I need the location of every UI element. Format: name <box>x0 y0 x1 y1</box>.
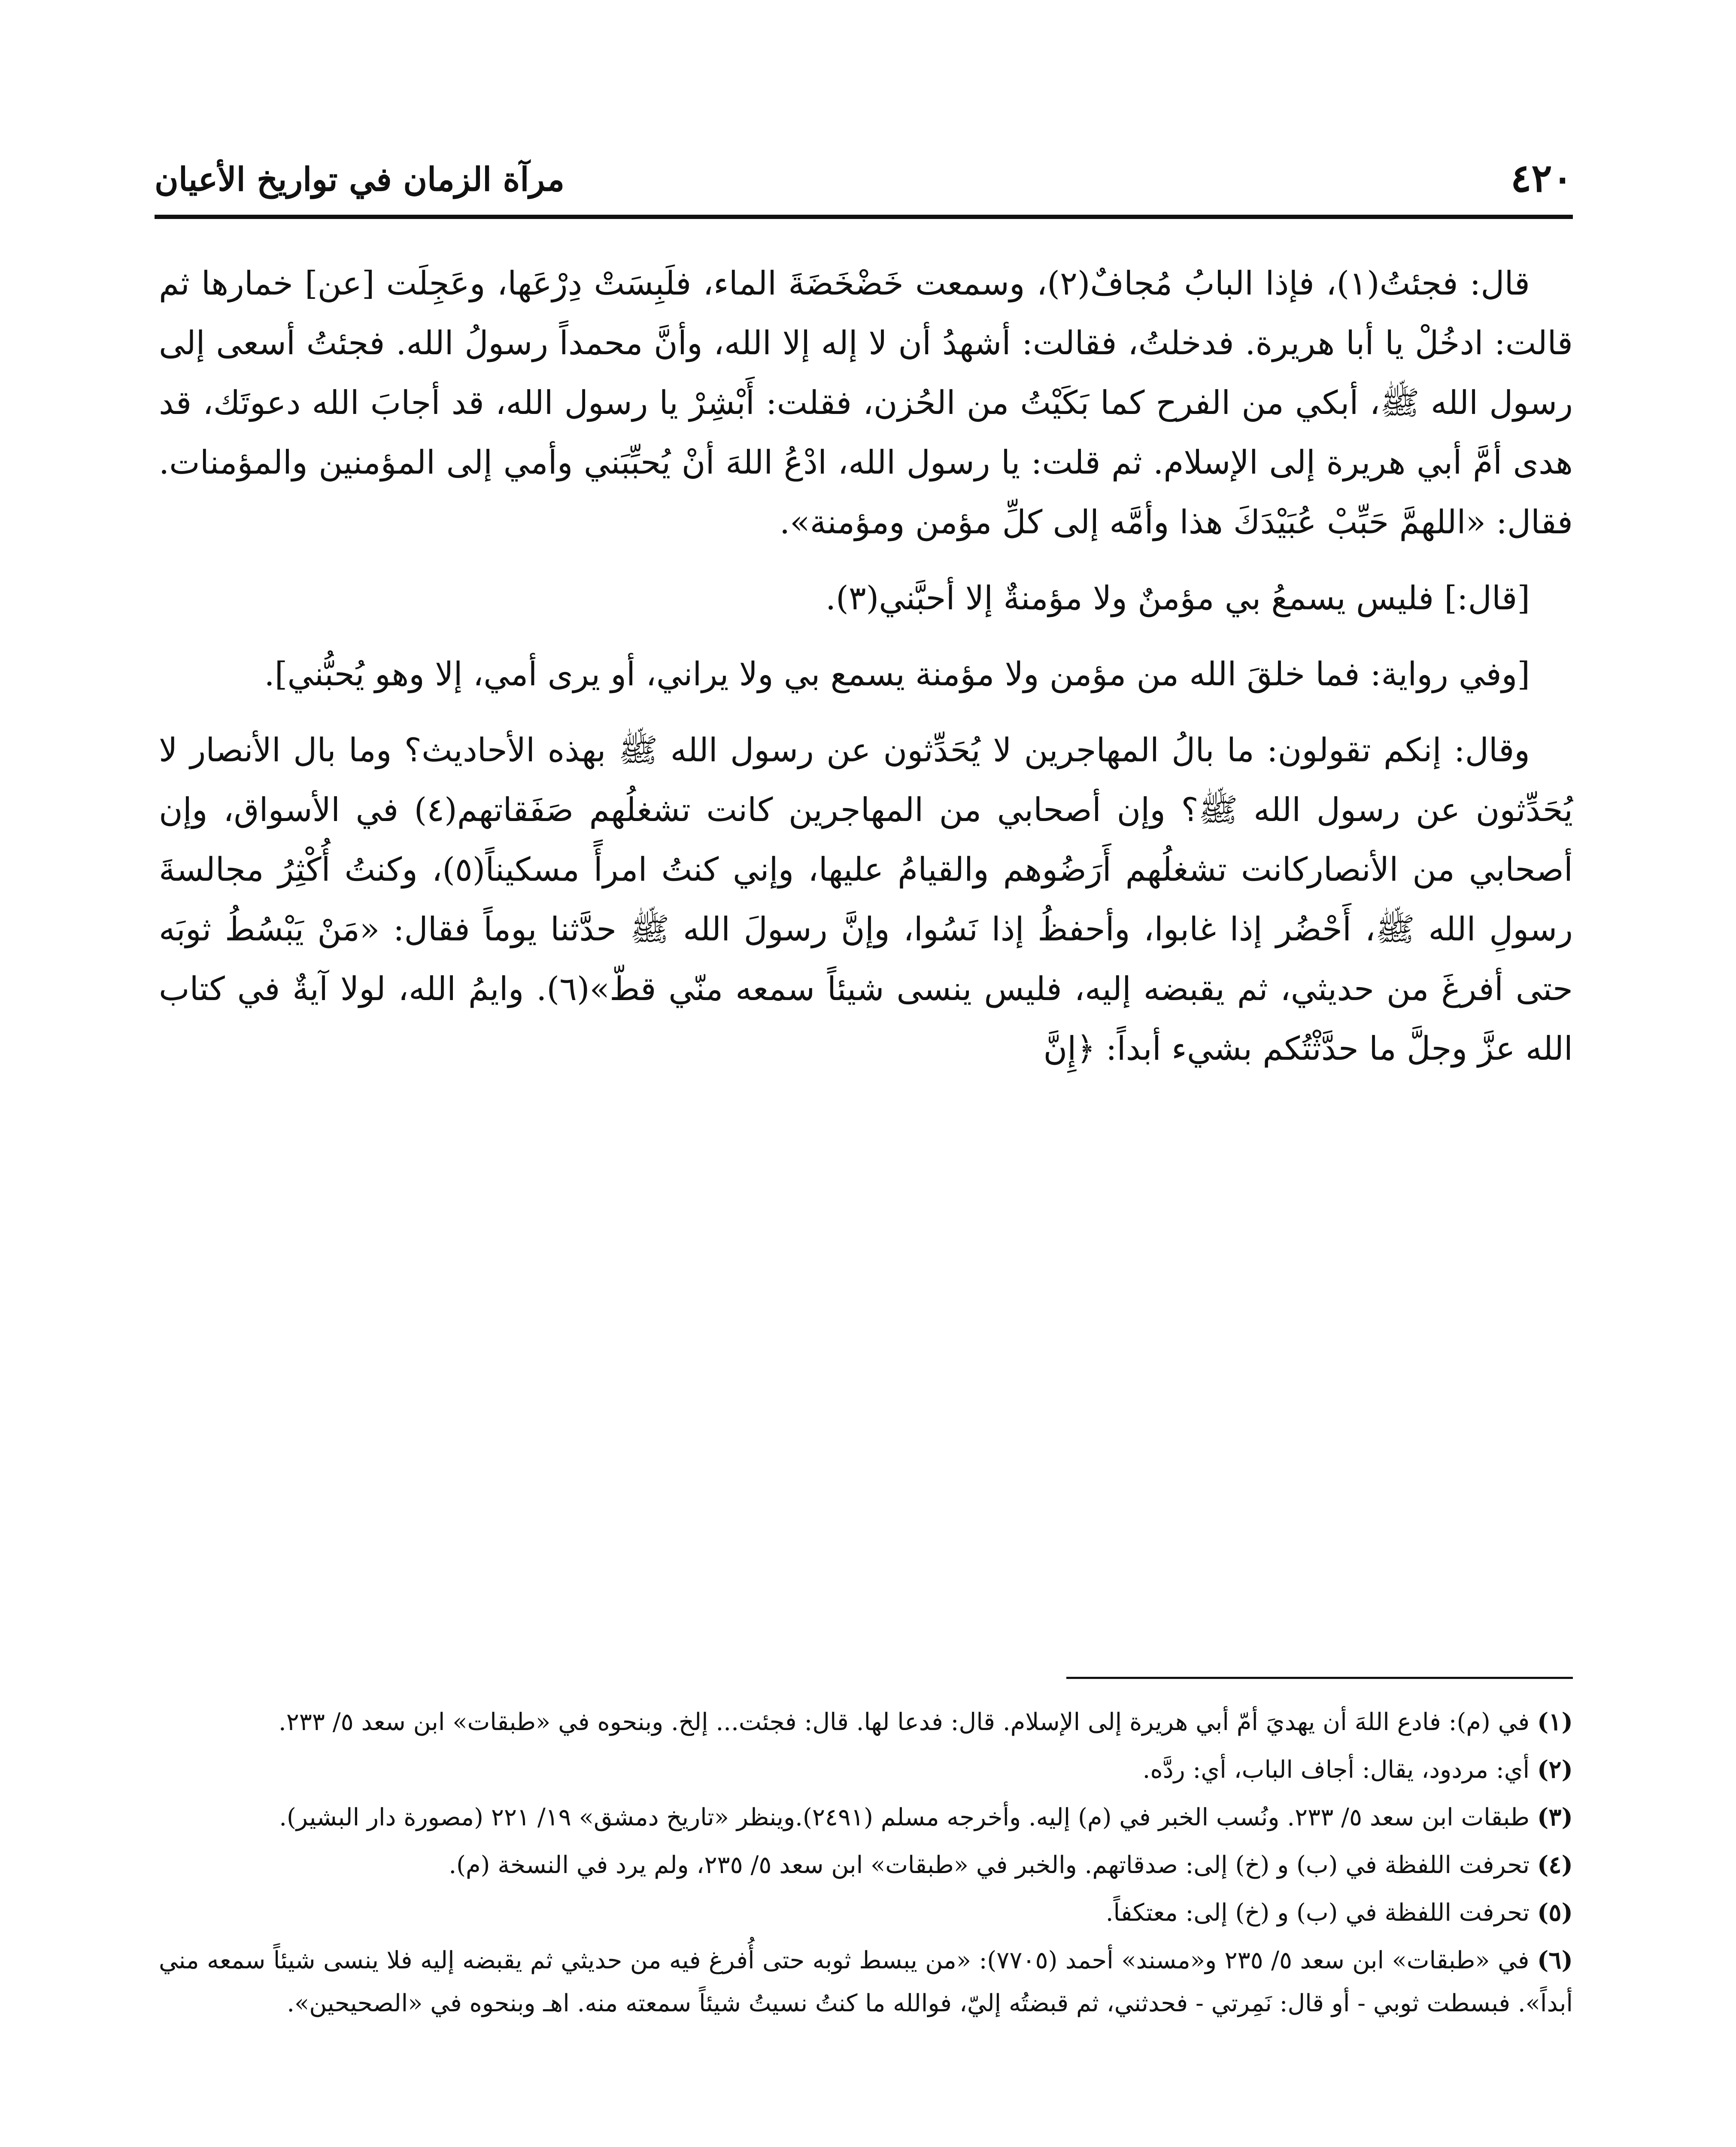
footnote-number: (٣) <box>1537 1803 1573 1831</box>
footnote-text: طبقات ابن سعد ٥/ ٢٣٣. ونُسب الخبر في (م) إليه. وأخرجه مسلم (٢٤٩١).وينظر «تاريخ دمشق» ١٩/ ٢٢١ (مصورة دار البشير). <box>279 1803 1530 1831</box>
footnote-number: (٥) <box>1537 1898 1573 1927</box>
footnote-text: تحرفت اللفظة في (ب) و (خ) إلى: صدقاتهم. والخبر في «طبقات» ابن سعد ٥/ ٢٣٥، ولم يرد في النسخة (م). <box>449 1851 1530 1879</box>
footnote-text: تحرفت اللفظة في (ب) و (خ) إلى: معتكفاً. <box>1105 1899 1530 1927</box>
paragraph: [قال:] فليس يسمعُ بي مؤمنٌ ولا مؤمنةٌ إلا أحبَّني(٣). <box>825 579 1530 617</box>
header-divider <box>155 215 1573 219</box>
footnote-text: أي: مردود، يقال: أجاف الباب، أي: ردَّه. <box>1142 1756 1530 1784</box>
footnote-number: (٤) <box>1537 1851 1573 1879</box>
page-number: ٤٢٠ <box>1510 155 1573 201</box>
footnote <box>159 1796 1573 1839</box>
paragraph: وقال: إنكم تقولون: ما بالُ المهاجرين لا يُحَدِّثون عن رسول الله ﷺ بهذه الأحاديث؟ وما بال الأنصار لا يُحَدِّثون عن رسول الله ﷺ؟ وإن أصحابي من المهاجرين كانت تشغلُهم صَفَقاتهم(٤) في الأسواق، وإن أصحابي من الأنصاركانت تشغلُهم أَرَضُوهم والقيامُ عليها، وإني كنتُ امرأً مسكيناً(٥)، وكنتُ أُكْثِرُ مجالسةَ رسولِ الله ﷺ، أَحْضُر إذا غابوا، وأحفظُ إذا نَسُوا، وإنَّ رسولَ الله ﷺ حدَّثنا يوماً فقال: «مَنْ يَبْسُطُ ثوبَه حتى أفرغَ من حديثي، ثم يقبضه إليه، فليس ينسى شيئاً سمعه منّي قطّ»(٦). وايمُ الله، لولا آيةٌ في كتاب الله عزَّ وجلَّ ما حدَّثْتُكم بشيء أبداً: ﴿إِنَّ <box>159 731 1573 1067</box>
main-text <box>159 253 1573 1095</box>
footnote-number: (١) <box>1537 1708 1573 1736</box>
footnote <box>159 1748 1573 1791</box>
footnote <box>159 1700 1573 1744</box>
footnote <box>159 1939 1573 2025</box>
page-header <box>155 155 1573 219</box>
paragraph: قال: فجئتُ(١)، فإذا البابُ مُجافٌ(٢)، وسمعت خَضْخَضَةَ الماء، فلَبِسَتْ دِرْعَها، وعَجِلَت [عن] خمارها ثم قالت: ادخُلْ يا أبا هريرة. فدخلتُ، فقالت: أشهدُ أن لا إله إلا الله، وأنَّ محمداً رسولُ الله. فجئتُ أسعى إلى رسول الله ﷺ، أبكي من الفرح كما بَكَيْتُ من الحُزن، فقلت: أَبْشِرْ يا رسول الله، قد أجابَ الله دعوتَك، قد هدى أمَّ أبي هريرة إلى الإسلام. ثم قلت: يا رسول الله، ادْعُ اللهَ أنْ يُحبِّبَني وأمي إلى المؤمنين والمؤمنات. فقال: «اللهمَّ حَبِّبْ عُبَيْدَكَ هذا وأمَّه إلى كلِّ مؤمن ومؤمنة». <box>159 264 1573 541</box>
footnote-text: في «طبقات» ابن سعد ٥/ ٢٣٥ و«مسند» أحمد (٧٧٠٥): «من يبسط ثوبه حتى أُفرغ فيه من حديثي ثم يقبضه إليه فلا ينسى شيئاً سمعه مني أبداً». فبسطت ثوبي - أو قال: نَمِرتي - فحدثني، ثم قبضتُه إليّ، فوالله ما كنتُ نسيتُ شيئاً سمعته منه. اهـ وبنحوه في «الصحيحين». <box>159 1946 1573 2017</box>
footnote-number: (٢) <box>1537 1755 1573 1784</box>
footnote <box>159 1843 1573 1887</box>
footnote <box>159 1891 1573 1934</box>
footnote-text: في (م): فادع اللهَ أن يهديَ أمّ أبي هريرة إلى الإسلام. قال: فدعا لها. قال: فجئت... إلخ. وبنحوه في «طبقات» ابن سعد ٥/ ٢٣٣. <box>278 1708 1530 1736</box>
paragraph: [وفي رواية: فما خلقَ الله من مؤمن ولا مؤمنة يسمع بي ولا يراني، أو يرى أمي، إلا وهو يُحبُّني]. <box>264 655 1530 693</box>
footnotes <box>159 1700 1573 2029</box>
footnote-divider <box>1066 1677 1573 1679</box>
running-title: مرآة الزمان في تواريخ الأعيان <box>155 160 565 198</box>
footnote-number: (٦) <box>1537 1946 1573 1974</box>
